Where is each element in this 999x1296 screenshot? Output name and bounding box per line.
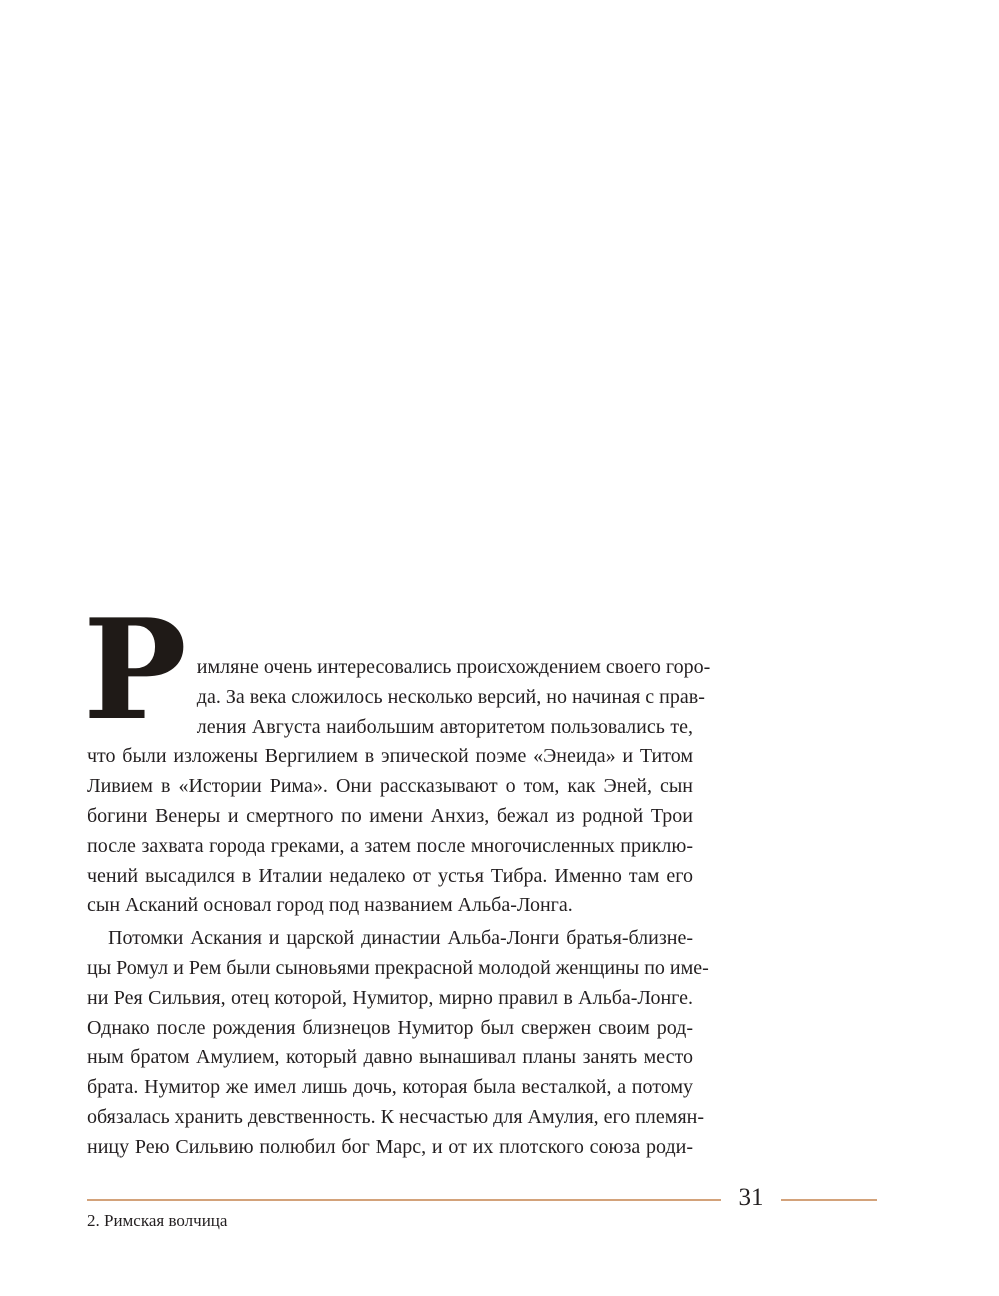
- paragraph-2-line: ни Рея Сильвия, отец которой, Нумитор, мирно правил в Альба-Лонге.: [87, 986, 693, 1009]
- paragraph-2-line: Однако после рождения близнецов Нумитор был свержен своим род-: [87, 1016, 693, 1039]
- paragraph-1-line: имляне очень интересовались происхождением своего горо-: [196, 656, 711, 678]
- paragraph-2-line: Потомки Аскания и царской династии Альба-Лонги братья-близне-: [108, 927, 693, 950]
- paragraph-2-line: обязалась хранить девственность. К несчастью для Амулия, его племян-: [87, 1105, 705, 1128]
- running-footer-title: 2. Римская волчица: [87, 1211, 228, 1230]
- paragraph-1-line: после захвата города греками, а затем после многочисленных приклю-: [87, 834, 693, 857]
- footer-rule-right: [781, 1199, 877, 1201]
- paragraph-2-line: ным братом Амулием, который давно вынашивал планы занять место: [87, 1046, 693, 1069]
- paragraph-2-line: брата. Нумитор же имел лишь дочь, которая была весталкой, а потому: [87, 1076, 693, 1099]
- footer-rule-left: [87, 1199, 721, 1201]
- paragraph-2-line: ницу Рею Сильвию полюбил бог Марс, и от их плотского союза роди-: [87, 1135, 693, 1158]
- drop-cap: Р: [83, 588, 187, 751]
- paragraph-1-line: Ливием в «Истории Рима». Они рассказывают о том, как Эней, сын: [87, 775, 693, 798]
- paragraph-1-line: сын Асканий основал город под названием Альба-Лонга.: [87, 894, 573, 917]
- paragraph-2-line: цы Ромул и Рем были сыновьями прекрасной молодой женщины по име-: [87, 956, 709, 979]
- paragraph-1-line: да. За века сложилось несколько версий, но начиная с прав-: [196, 685, 705, 708]
- paragraph-1-line: что были изложены Вергилием в эпической поэме «Энеида» и Титом: [87, 745, 693, 768]
- paragraph-1-line: богини Венеры и смертного по имени Анхиз, бежал из родной Трои: [87, 804, 693, 827]
- paragraph-2: [87, 924, 709, 1162]
- paragraph-1-line: ления Августа наибольшим авторитетом пользовались те,: [196, 715, 693, 738]
- paragraph-1: [83, 588, 711, 921]
- page-number: 31: [738, 1184, 764, 1211]
- main-text: [83, 588, 711, 1163]
- paragraph-1-line: чений высадился в Италии недалеко от устья Тибра. Именно там его: [87, 864, 693, 887]
